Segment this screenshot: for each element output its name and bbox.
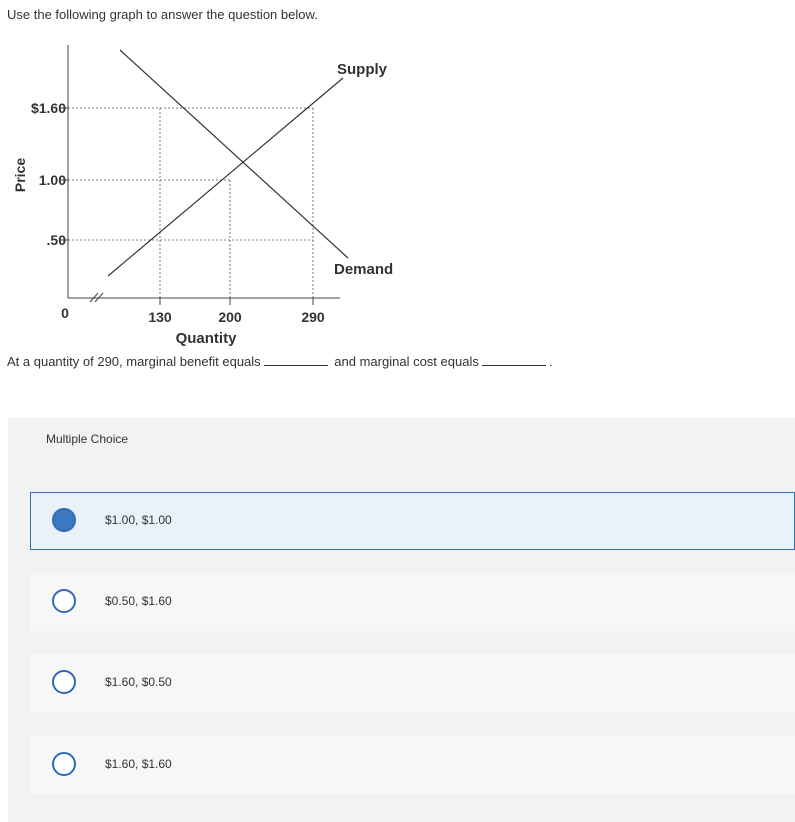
radio-selected-icon[interactable]: [52, 508, 76, 532]
supply-label: Supply: [337, 61, 388, 78]
choice-option-2[interactable]: [30, 573, 795, 631]
supply-demand-graph: [0, 40, 420, 350]
radio-unselected-icon[interactable]: [52, 589, 76, 613]
x-tick-label-130: 130: [148, 309, 172, 325]
choice-option-4[interactable]: [30, 736, 795, 794]
answer-blank-1: [264, 365, 328, 366]
radio-unselected-icon[interactable]: [52, 670, 76, 694]
intro-text: Use the following graph to answer the question below.: [7, 7, 318, 22]
choice-label: $1.60, $0.50: [105, 675, 172, 689]
question-part-3: .: [548, 354, 553, 369]
question-text: [7, 354, 552, 369]
choice-label: $0.50, $1.60: [105, 594, 172, 608]
y-tick-label-1-00: 1.00: [38, 172, 66, 188]
choice-option-1[interactable]: [30, 492, 795, 550]
y-tick-label-0-50: .50: [46, 232, 66, 248]
question-part-1: At a quantity of 290, marginal benefit equals: [7, 354, 261, 369]
radio-unselected-icon[interactable]: [52, 752, 76, 776]
multiple-choice-panel: [8, 418, 795, 822]
x-tick-label-200: 200: [218, 309, 242, 325]
y-tick-label-1-60: $1.60: [30, 100, 66, 116]
choice-label: $1.00, $1.00: [105, 513, 172, 527]
demand-label: Demand: [334, 261, 394, 278]
y-tick-label-0: 0: [61, 305, 69, 321]
answer-blank-2: [482, 365, 546, 366]
y-axis-title: Price: [12, 157, 28, 193]
choice-option-3[interactable]: [30, 654, 795, 712]
question-part-2: and marginal cost equals: [334, 354, 479, 369]
x-axis-title: Quantity: [175, 330, 237, 347]
demand-curve: [120, 50, 348, 258]
x-tick-label-290: 290: [301, 309, 325, 325]
multiple-choice-label: Multiple Choice: [46, 432, 129, 446]
choice-label: $1.60, $1.60: [105, 757, 172, 771]
